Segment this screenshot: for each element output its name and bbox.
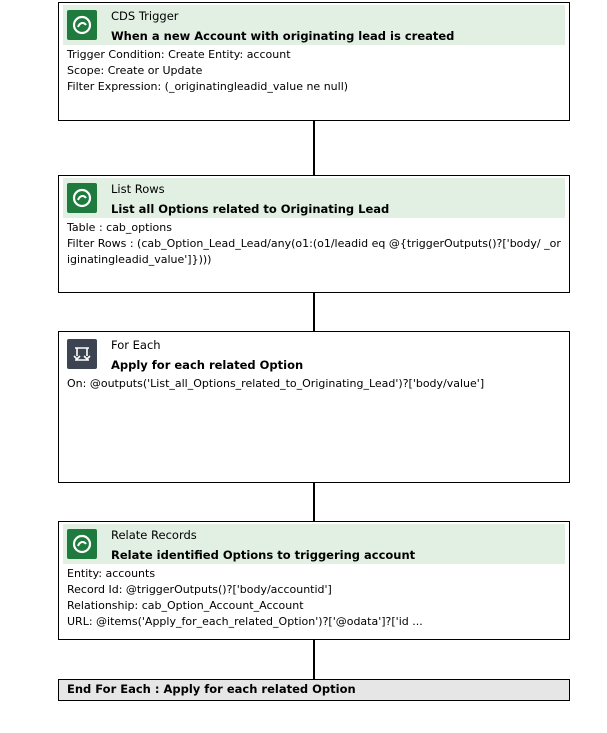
step-name: Relate identified Options to triggering account (111, 548, 416, 562)
scope: Scope: Create or Update (67, 64, 203, 77)
filter-rows: Filter Rows : (cab_Option_Lead_Lead/any(o1:(o1/leadid eq @{triggerOutputs()?['body/ _originatingleadid_value']}))) (67, 237, 561, 266)
step-properties (67, 220, 561, 268)
step-type: List Rows (111, 182, 165, 196)
step-list-rows[interactable] (58, 175, 570, 293)
connector-line (313, 293, 315, 331)
relationship: Relationship: cab_Option_Account_Account (67, 599, 304, 612)
step-header (63, 178, 565, 218)
step-for-each[interactable] (58, 331, 570, 483)
end-for-each-bar: End For Each : Apply for each related Option (58, 679, 570, 701)
step-name: List all Options related to Originating Lead (111, 202, 390, 216)
dataverse-icon (67, 10, 97, 40)
dataverse-icon (67, 529, 97, 559)
step-cds-trigger[interactable] (58, 2, 570, 121)
step-header (63, 5, 565, 45)
step-name: When a new Account with originating lead is created (111, 29, 455, 43)
loop-icon (67, 339, 97, 369)
step-type: CDS Trigger (111, 9, 179, 23)
connector-line (313, 121, 315, 175)
connector-line (313, 640, 315, 679)
step-header (63, 334, 565, 374)
loop-source: On: @outputs('List_all_Options_related_to_Originating_Lead')?['body/value'] (67, 377, 485, 390)
step-header (63, 524, 565, 564)
url: URL: @items('Apply_for_each_related_Option')?['@odata']?['id ... (67, 615, 423, 628)
table-name: Table : cab_options (67, 221, 172, 234)
record-id: Record Id: @triggerOutputs()?['body/accountid'] (67, 583, 332, 596)
step-type: Relate Records (111, 528, 197, 542)
filter-expression: Filter Expression: (_originatingleadid_value ne null) (67, 80, 349, 93)
dataverse-icon (67, 183, 97, 213)
step-type: For Each (111, 338, 161, 352)
entity: Entity: accounts (67, 567, 156, 580)
step-name: Apply for each related Option (111, 358, 304, 372)
step-relate-records[interactable] (58, 521, 570, 640)
step-properties (67, 566, 561, 630)
step-properties (67, 47, 561, 95)
connector-line (313, 483, 315, 521)
step-properties (67, 376, 561, 392)
trigger-condition: Trigger Condition: Create Entity: account (67, 48, 291, 61)
